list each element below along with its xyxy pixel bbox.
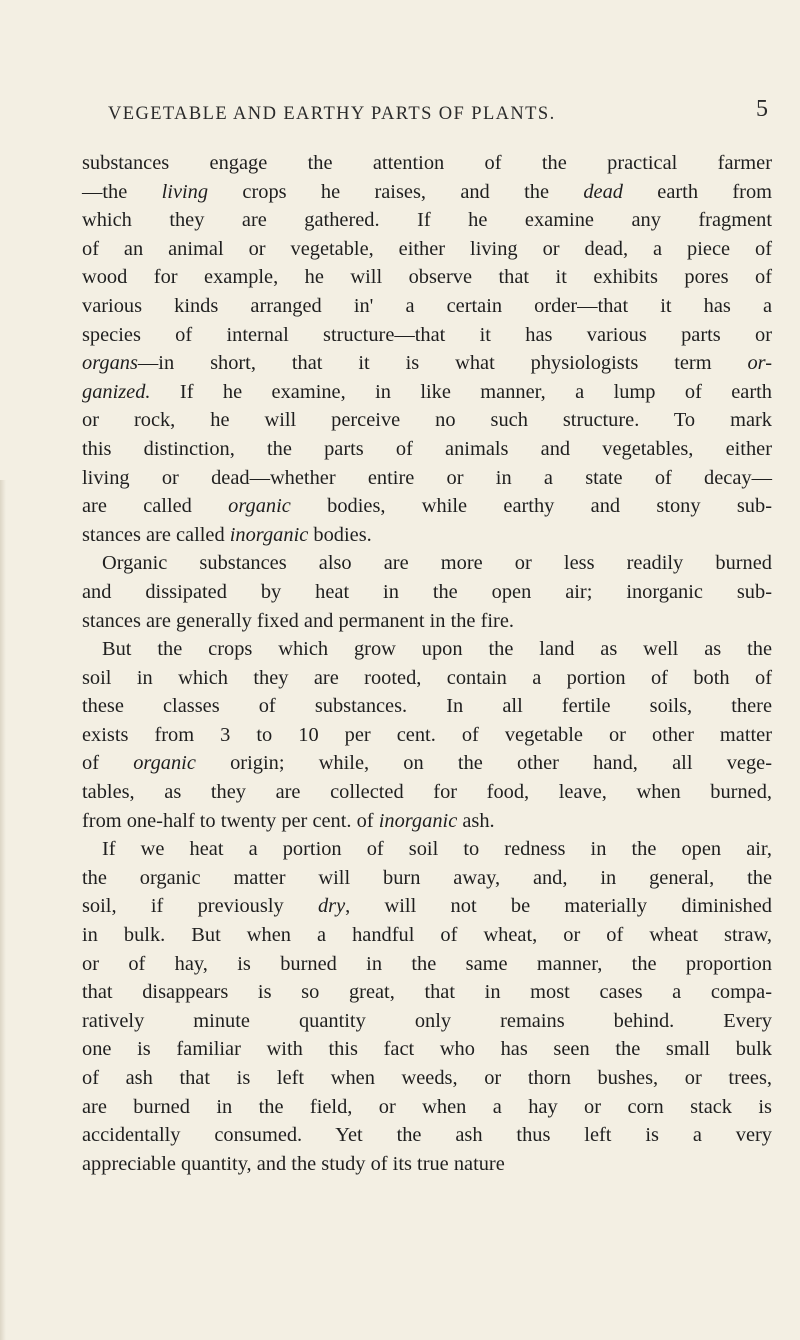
running-head: VEGETABLE AND EARTHY PARTS OF PLANTS. xyxy=(108,104,556,124)
text-run: bodies, while earthy and stony sub- xyxy=(290,495,772,518)
text-run: various kinds arranged in' a certain order—that it has a xyxy=(82,294,772,317)
text-run: —the xyxy=(82,180,162,203)
text-run: earth from xyxy=(622,180,773,203)
text-run: are called xyxy=(82,495,229,518)
text-run: If he examine, in like manner, a lump of earth xyxy=(150,380,772,403)
text-run: or of hay, is burned in the same manner, the proportion xyxy=(82,952,772,975)
text-run: in bulk. But when a handful of wheat, or of wheat straw, xyxy=(82,924,772,947)
text-run: which they are gathered. If he examine any fragment xyxy=(82,209,772,232)
text-line xyxy=(82,464,772,493)
text-run: that disappears is so great, that in most cases a compa- xyxy=(82,981,772,1004)
text-line xyxy=(82,263,772,292)
text-line xyxy=(82,1064,772,1093)
text-line xyxy=(82,864,772,893)
text-run: of an animal or vegetable, either living or dead, a piece of xyxy=(82,237,772,260)
text-run: this distinction, the parts of animals and vegetables, either xyxy=(82,437,772,460)
text-line xyxy=(82,406,772,435)
text-run: or rock, he will perceive no such structure. To mark xyxy=(82,409,772,432)
text-run: accidentally consumed. Yet the ash thus left is a very xyxy=(82,1124,772,1147)
text-run: —in short, that it is what physiologists term xyxy=(137,352,748,375)
text-line xyxy=(82,1093,772,1122)
italic-text: organic xyxy=(133,752,196,775)
text-run: ratively minute quantity only remains behind. Every xyxy=(82,1009,772,1032)
text-line xyxy=(82,435,772,464)
italic-text: inorganic xyxy=(229,523,309,546)
text-run: these classes of substances. In all fertile soils, there xyxy=(82,695,772,718)
italic-text: organic xyxy=(228,495,291,518)
text-run: substances engage the attention of the practical farmer xyxy=(82,152,772,174)
text-run: Organic substances also are more or less readily burned xyxy=(102,552,772,575)
text-line xyxy=(82,749,772,778)
text-line xyxy=(82,378,772,407)
text-line xyxy=(82,1121,772,1150)
text-run: If we heat a portion of soil to redness in the open air, xyxy=(102,838,772,861)
text-line xyxy=(82,1007,772,1036)
page-number: 5 xyxy=(756,96,768,122)
text-line xyxy=(82,292,772,321)
italic-text: organs xyxy=(82,352,138,375)
text-run: species of internal structure—that it has various parts or xyxy=(82,323,772,346)
body-text xyxy=(82,149,772,1178)
text-run: stances are called xyxy=(82,523,230,546)
text-run: of ash that is left when weeds, or thorn bushes, or trees, xyxy=(82,1067,772,1089)
text-line xyxy=(82,778,772,807)
text-run: wood for example, he will observe that it exhibits pores of xyxy=(82,266,772,289)
text-run: appreciable quantity, and the study of its true nature xyxy=(82,1152,505,1175)
text-run: the organic matter will burn away, and, in general, the xyxy=(82,866,772,889)
text-line xyxy=(82,549,772,578)
text-line xyxy=(82,578,772,607)
text-line xyxy=(82,692,772,721)
text-run: ash. xyxy=(457,809,495,832)
text-line xyxy=(82,1035,772,1064)
text-run: , will not be materially diminished xyxy=(345,895,773,918)
text-line xyxy=(82,892,772,921)
text-line xyxy=(82,664,772,693)
text-line xyxy=(82,921,772,950)
text-line xyxy=(82,521,772,550)
text-line xyxy=(82,721,772,750)
text-line xyxy=(82,178,772,207)
text-line xyxy=(82,235,772,264)
text-run: bodies. xyxy=(308,523,372,546)
text-run: stances are generally fixed and permanent in the fire. xyxy=(82,609,514,632)
text-line xyxy=(82,206,772,235)
text-line xyxy=(82,635,772,664)
italic-text: inorganic xyxy=(378,809,458,832)
text-run: crops he raises, and the xyxy=(208,180,584,203)
text-line xyxy=(82,149,772,178)
text-run: soil in which they are rooted, contain a portion of both of xyxy=(82,666,772,689)
text-run: tables, as they are collected for food, leave, when burned, xyxy=(82,781,772,804)
text-line xyxy=(82,978,772,1007)
text-run: are burned in the field, or when a hay or corn stack is xyxy=(82,1095,772,1118)
page-header xyxy=(108,96,768,132)
text-run: origin; while, on the other hand, all vege- xyxy=(195,752,772,775)
text-line xyxy=(82,349,772,378)
text-run: living or dead—whether entire or in a state of decay— xyxy=(82,466,772,489)
italic-text: ganized. xyxy=(82,380,151,403)
text-line xyxy=(82,607,772,636)
text-line xyxy=(82,492,772,521)
text-line xyxy=(82,1150,772,1179)
text-line xyxy=(82,835,772,864)
text-line xyxy=(82,807,772,836)
text-run: and dissipated by heat in the open air; inorganic sub- xyxy=(82,580,772,603)
page-edge-shadow xyxy=(0,480,6,1340)
text-run: from one-half to twenty per cent. of xyxy=(82,809,379,832)
text-run: of xyxy=(82,752,134,775)
italic-text: living xyxy=(161,180,209,203)
text-run: one is familiar with this fact who has seen the small bulk xyxy=(82,1038,772,1061)
italic-text: dead xyxy=(583,180,623,203)
italic-text: dry xyxy=(317,895,346,918)
text-line xyxy=(82,321,772,350)
text-line xyxy=(82,950,772,979)
text-run: soil, if previously xyxy=(82,895,318,918)
text-run: exists from 3 to 10 per cent. of vegetable or other matter xyxy=(82,723,772,746)
italic-text: or- xyxy=(747,352,772,375)
text-run: But the crops which grow upon the land as well as the xyxy=(102,638,772,661)
